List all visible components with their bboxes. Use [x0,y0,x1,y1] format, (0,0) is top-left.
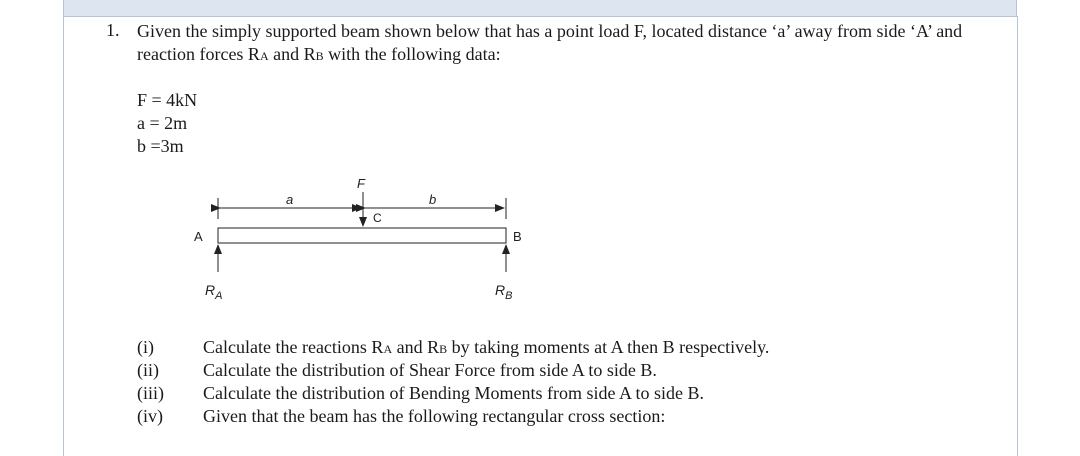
data-line-b: b =3m [137,136,184,156]
label-F: F [357,176,365,191]
item-number: (iv) [137,406,163,426]
beam-body [218,228,506,243]
item-text: Calculate the reactions RA and RB by taking moments at A then B respectively. [203,337,770,357]
item-text: Given that the beam has the following rectangular cross section: [203,406,666,426]
label-b: b [429,192,437,207]
label-RB: $R_B$ [495,282,513,302]
item-number: (iii) [137,383,164,403]
data-line-force: F = 4kN [137,90,198,110]
label-a: a [286,192,294,207]
item-number: (ii) [137,360,159,380]
question-text: Given the simply supported beam shown below that has a point load F, located distance ‘a’ away from side ‘A’ and reaction forces RA and RB with the following data: [137,21,963,64]
question-number: 1. [106,20,120,40]
data-line-a: a = 2m [137,113,188,133]
label-B: B [513,229,522,244]
label-A: A [194,229,203,244]
label-C: C [373,211,382,225]
item-text: Calculate the distribution of Shear Force from side A to side B. [203,360,657,380]
item-text: Calculate the distribution of Bending Moments from side A to side B. [203,383,704,403]
item-number: (i) [137,337,154,357]
label-RA: $R_A$ [205,282,223,302]
